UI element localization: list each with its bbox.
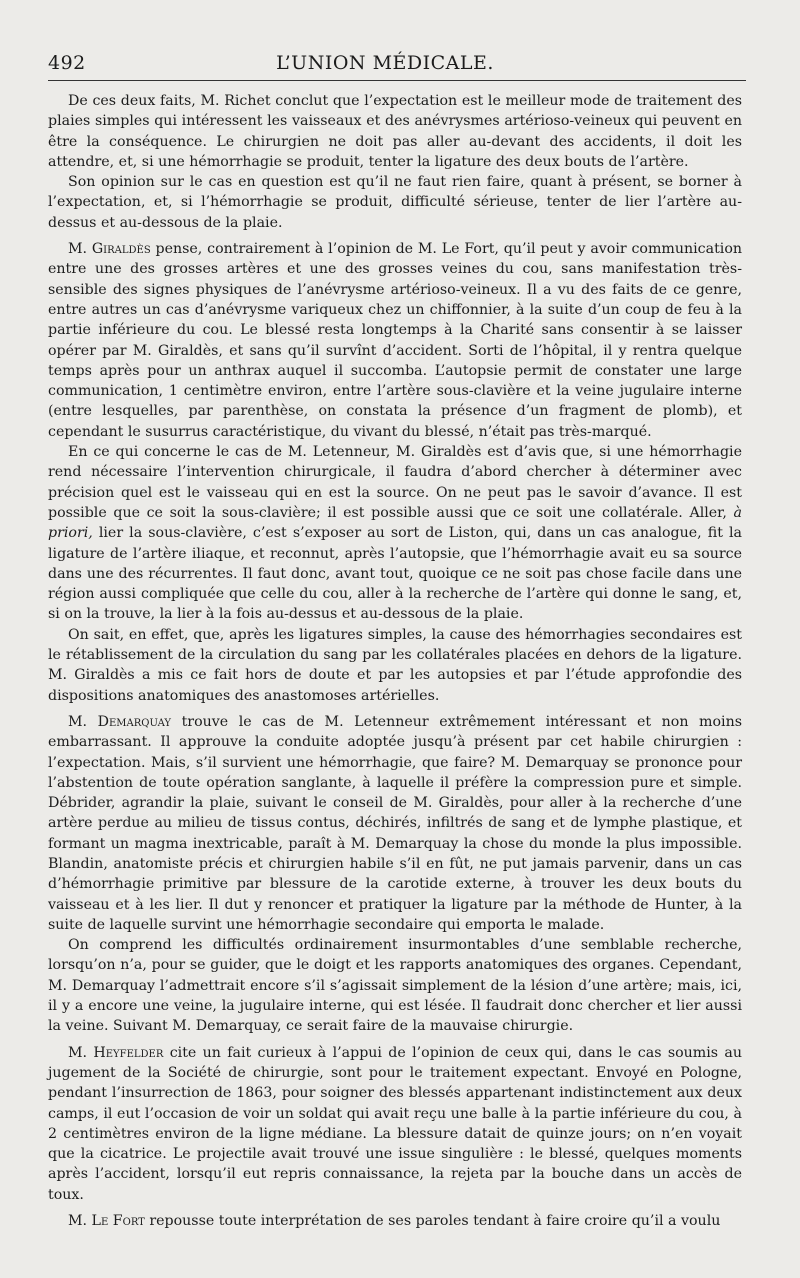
paragraph: M. Heyfelder cite un fait curieux à l’appui de l’opinion de ceux qui, dans le cas soumis au jugement de la Société de chirurgie, sont pour le traitement expectant. Envoyé en Pologne, pendant l’insurrection de 1863, pour soigner des blessés appartenant indistinctement aux deux camps, il eut l’occasion de voir un soldat qui avait reçu une balle à la partie inférieure du cou, à 2 centimètres environ de la ligne médiane. La blessure datait de quinze jours; on n’en voyait que la cicatrice. Le projectile avait trouvé une issue singulière : le blessé, quelques moments après l’accident, lorsqu’il eut repris connaissance, la rejeta par la bouche dans un accès de toux. [48,1044,742,1203]
paragraph: En ce qui concerne le cas de M. Letenneur, M. Giraldès est d’avis que, si une hémorrhagie rend nécessaire l’intervention chirurgicale, il faudra d’abord chercher à déterminer avec précision quel est le vaisseau qui en est la source. On ne peut pas le savoir d’avance. Il est possible que ce soit la sous-clavière; il est possible aussi que ce soit une collatérale. Aller, à priori, lier la sous-clavière, c’est s’exposer au sort de Liston, qui, dans un cas analogue, fit la ligature de l’artère iliaque, et reconnut, après l’autopsie, que l’hémorrhagie avait eu sa source dans une des récurrentes. Il faut donc, avant tout, quoique ce ne soit pas chose facile dans une région aussi compliquée que celle du cou, aller à la recherche de l’artère qui donne le sang, et, si on la trouve, la lier à la fois au-dessus et au-dessous de la plaie. [48,444,742,623]
paragraph: Son opinion sur le cas en question est qu’il ne faut rien faire, quant à présent, se borner à l’expectation, et, si l’hémorrhagie se produit, difficulté sérieuse, tenter de lier l’artère au-dessus et au-dessous de la plaie. [48,174,742,231]
paragraph: M. Demarquay trouve le cas de M. Letenneur extrêmement intéressant et non moins embarrassant. Il approuve la conduite adoptée jusqu’à présent par cet habile chirurgien : l’expectation. Mais, s’il survient une hémorrhagie, que faire? M. Demarquay se prononce pour l’abstention de toute opération sanglante, à laquelle il préfère la compression pure et simple. Débrider, agrandir la plaie, suivant le conseil de M. Giraldès, pour aller à la recherche d’une artère perdue au milieu de tissus contus, déchirés, infiltrés de sang et de lymphe plastique, et formant un magma inextricable, paraît à M. Demarquay la chose du monde la plus impossible. Blandin, anatomiste précis et chirurgien habile s’il en fût, ne put jamais parvenir, dans un cas d’hémorrhagie primitive par blessure de la carotide externe, à trouver les deux bouts du vaisseau et à les lier. Il dut y renoncer et pratiquer la ligature par la méthode de Hunter, à la suite de laquelle survint une hémorrhagie secondaire qui emporta le malade. [48,713,742,933]
paragraph: On sait, en effet, que, après les ligatures simples, la cause des hémorrhagies secondaires est le rétablissement de la circulation du sang par les collatérales placées en dehors de la ligature. M. Giraldès a mis ce fait hors de doute et par les autopsies et par l’étude approfondie des dispositions anatomiques des anastomoses artérielles. [48,626,742,704]
header-rule [48,80,746,81]
speaker-name: M. Le Fort [68,1213,145,1230]
speaker-name: M. Demarquay [68,713,172,730]
body-text [48,91,742,1231]
speaker-name: M. Heyfelder [68,1044,164,1061]
paragraph: De ces deux faits, M. Richet conclut que l’expectation est le meilleur mode de traitement des plaies simples qui intéressent les vaisseaux et des anévrysmes artérioso-veineux qui peuvent en être la conséquence. Le chirurgien ne doit pas aller au-devant des accidents, il doit les attendre, et, si une hémorrhagie se produit, tenter la ligature des deux bouts de l’artère. [48,93,742,170]
speaker-name: M. Giraldès [68,241,151,258]
page-number: 492 [48,52,86,74]
running-header [48,52,742,74]
italic-phrase: à priori, [48,504,742,542]
running-title: L’UNION MÉDICALE. [276,52,494,74]
paragraph: M. Le Fort repousse toute interprétation de ses paroles tendant à faire croire qu’il a voulu [68,1213,721,1230]
paragraph: On comprend les difficultés ordinairement insurmontables d’une semblable recherche, lorsqu’on n’a, pour se guider, que le doigt et les rapports anatomiques des organes. Cependant, M. Demarquay l’admettrait encore s’il s’agissait simplement de la lésion d’une artère; mais, ici, il y a encore une veine, la jugulaire interne, qui est lésée. Il faudrait donc chercher et lier aussi la veine. Suivant M. Demarquay, ce serait faire de la mauvaise chirurgie. [48,937,742,1035]
paragraph: M. Giraldès pense, contrairement à l’opinion de M. Le Fort, qu’il peut y avoir communication entre une des grosses artères et une des grosses veines du cou, sans manifestation très-sensible des signes physiques de l’anévrysme artérioso-veineux. Il a vu des faits de ce genre, entre autres un cas d’anévrysme variqueux chez un chiffonnier, à la suite d’un coup de feu à la partie inférieure du cou. Le blessé resta longtemps à la Charité sans consentir à se laisser opérer par M. Giraldès, et sans qu’il survînt d’accident. Sorti de l’hôpital, il y rentra quelque temps après pour un anthrax auquel il succomba. L’autopsie permit de constater une large communication, 1 centimètre environ, entre l’artère sous-clavière et la veine jugulaire interne (entre lesquelles, par parenthèse, on constata la présence d’un fragment de plomb), et cependant le susurrus caractéristique, du vivant du blessé, n’était pas très-marqué. [48,241,743,440]
